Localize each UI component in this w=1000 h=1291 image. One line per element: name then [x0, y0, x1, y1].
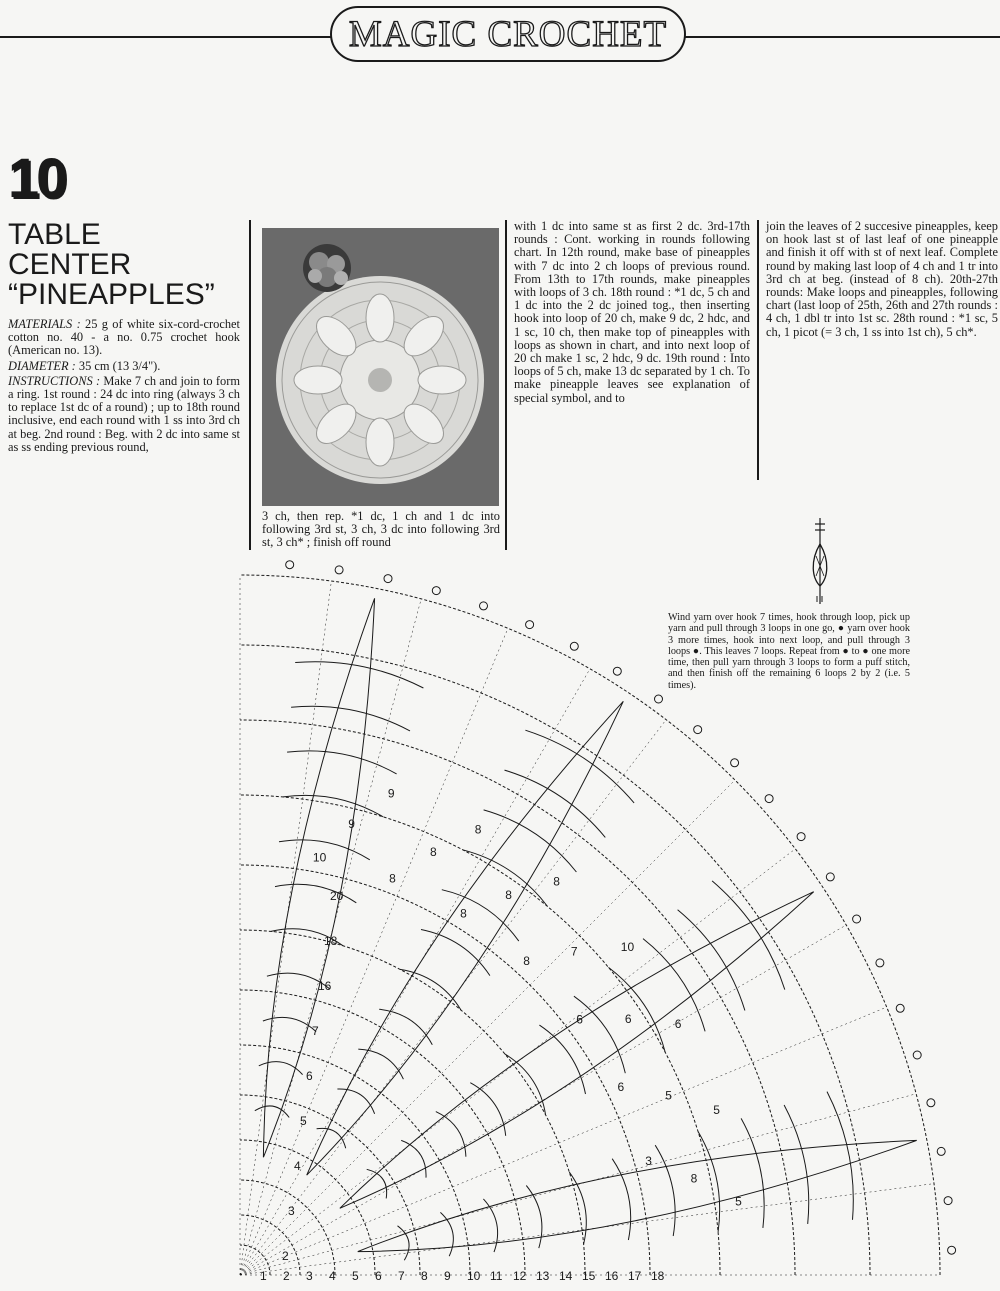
chart-picot	[913, 1051, 921, 1059]
chart-pineapple-loop	[436, 1112, 466, 1157]
materials-label: MATERIALS :	[8, 317, 81, 331]
chart-pineapple-loop	[398, 1226, 410, 1260]
chart-round-number: 2	[283, 1269, 290, 1283]
chart-round-number: 10	[467, 1269, 481, 1283]
chart-spoke	[240, 1094, 916, 1275]
chart-round-number: 3	[645, 1153, 652, 1168]
chart-round-number: 6	[306, 1069, 313, 1083]
chart-round-number: 8	[523, 953, 530, 968]
chart-pineapple-loop	[367, 1169, 387, 1198]
chart-round-number: 8	[690, 1171, 698, 1186]
column-divider	[757, 220, 759, 480]
column-divider	[249, 220, 251, 550]
chart-picot	[655, 695, 663, 703]
chart-spoke	[240, 669, 590, 1275]
chart-round-number: 14	[559, 1269, 573, 1283]
pattern-title-line: “PINEAPPLES”	[8, 278, 215, 311]
chart-picot	[570, 642, 578, 650]
chart-round-number: 7	[570, 944, 578, 959]
chart-round-number: 10	[620, 939, 635, 954]
chart-pineapple-loop	[379, 1009, 432, 1044]
chart-round-number: 16	[318, 979, 332, 993]
puff-stitch-explanation: Wind yarn over hook 7 times, hook through loop, pick up yarn and pull through 3 loops in one go, ● yarn over hook 3 more times, hook into next loop, and pull through 3 loops ●. This leaves 7 loops. Repeat from ● to ● one more time, then pull yarn through 3 loops to form a puff stitch, and then finish off the remaining 6 loops 2 by 2 (i.e. 5 times).	[668, 612, 910, 691]
chart-round-number: 8	[460, 906, 467, 921]
chart-pineapple	[263, 598, 374, 1157]
chart-round-number: 6	[674, 1017, 682, 1031]
doily-petal	[294, 366, 342, 394]
chart-picot	[432, 587, 440, 595]
chart-round-number: 9	[444, 1269, 451, 1283]
chart-pineapple-loop	[784, 1105, 809, 1224]
chart-round-number: 6	[617, 1079, 625, 1094]
chart-pineapple	[340, 892, 814, 1209]
chart-round-number: 20	[330, 889, 344, 903]
chart-round-number: 8	[389, 871, 396, 886]
instructions-continuation: 3 ch, then rep. *1 dc, 1 ch and 1 dc into following 3rd st, 3 ch, 3 dc into following 3rd st, 3 ch* ; finish off round	[262, 509, 500, 550]
chart-spoke	[240, 925, 846, 1275]
chart-round-number: 5	[713, 1102, 720, 1117]
instructions-rounds-text: with 1 dc into same st as first 2 dc. 3rd-17th rounds : Cont. working in rounds following chart. In 12th round, make base of pineapples with 7 dc into 2 ch loops of previous round. From 13th to 17th rounds, make pineapples with loops of 3 ch. 18th round : *1 dc, 5 ch and 1 dc into the 2 dc joined tog., then inserting hook into loop of 20 ch, make 9 dc, 2 hdc, and 1 sc, 10 ch, then make top of pineapples with loops as shown in chart, and into next loop of 20 ch make 1 sc, 2 hdc, 9 dc. 19th round : Into loops of 5 ch, make 13 dc separated by 1 ch. To make pineapple leaves see explanation of special symbol, and to	[514, 219, 750, 405]
chart-round-number: 3	[288, 1204, 295, 1218]
chart-picot	[826, 873, 834, 881]
column-divider	[505, 220, 507, 550]
chart-round-number: 8	[505, 888, 512, 903]
chart-round-number: 8	[421, 1269, 428, 1283]
chart-spoke	[240, 628, 508, 1275]
chart-pineapple-loop	[741, 1118, 764, 1228]
chart-round-number: 1	[260, 1269, 267, 1283]
chart-round-number: 11	[490, 1269, 503, 1283]
chart-picot	[944, 1197, 952, 1205]
chart-picot	[948, 1246, 956, 1254]
instructions-label: INSTRUCTIONS :	[8, 373, 101, 388]
chart-picot	[613, 667, 621, 675]
magazine-title: MAGIC CROCHET	[348, 13, 668, 55]
chart-picot	[853, 915, 861, 923]
chart-pineapple-loop	[291, 706, 410, 731]
chart-round-number: 5	[735, 1194, 742, 1209]
chart-picot	[765, 795, 773, 803]
chart-pineapple-loop	[827, 1092, 853, 1220]
chart-round-number: 5	[300, 1114, 307, 1128]
chart-spoke	[240, 1007, 887, 1275]
pattern-title	[8, 220, 248, 310]
chart-pineapple-loop	[358, 1049, 403, 1079]
instructions-column-2	[262, 510, 500, 552]
chart-picot	[335, 566, 343, 574]
chart-round-number: 7	[398, 1269, 405, 1283]
crochet-chart	[200, 560, 1000, 1291]
chart-pineapple-loop	[440, 1212, 453, 1256]
chart-picot	[927, 1099, 935, 1107]
doily-photo	[262, 228, 499, 506]
chart-round-number: 6	[576, 1012, 583, 1027]
header-rule-left	[0, 36, 340, 38]
chart-round-number: 9	[387, 786, 395, 801]
chart-round-number: 9	[348, 816, 355, 831]
diameter-paragraph	[8, 360, 240, 373]
chart-pineapple-loop	[401, 1140, 426, 1177]
chart-pineapple	[358, 1140, 917, 1251]
chart-pineapple-loop	[525, 730, 634, 803]
pattern-title-line: CENTER	[8, 248, 132, 281]
diameter-label: DIAMETER :	[8, 358, 76, 373]
chart-round-number: 10	[312, 850, 327, 865]
chart-pineapple-loop	[539, 1025, 585, 1094]
chart-picot	[480, 602, 488, 610]
instructions-paragraph	[8, 375, 240, 454]
chart-round-number: 13	[536, 1269, 550, 1283]
chart-pineapple-loop	[609, 967, 666, 1052]
chart-pineapple-loop	[574, 996, 625, 1073]
chart-picot	[896, 1004, 904, 1012]
chart-picot	[384, 575, 392, 583]
instructions-leaves-text: join the leaves of 2 succesive pineapples, keep on hook last st of last leaf of one pineapple and finish it off with st of next leaf. Complete round by making last loop of 4 ch and 1 tr into 3rd ch at beg. (instead of 8 ch). 20th-27th rounds: Make loops and pineapples, following chart (last loop of 25th, 26th and 27th rounds : 4 ch, 1 dbl tr into 1st sc. 28th round : *1 sc, 5 ch, 1 picot (= 3 ch, 1 ss into 1st ch), 5 ch*.	[766, 219, 998, 339]
chart-picot	[286, 561, 294, 569]
instructions-column-3	[514, 220, 750, 407]
chart-picot	[797, 833, 805, 841]
chart-pineapple-loop	[317, 1128, 346, 1148]
doily-photo-image	[262, 228, 499, 506]
chart-round-number: 8	[430, 845, 437, 860]
chart-picot	[694, 726, 702, 734]
chart-round-arc	[240, 1215, 300, 1275]
chart-round-number: 16	[605, 1269, 619, 1283]
chart-pineapple-loop	[712, 881, 785, 990]
chart-spoke	[240, 1184, 934, 1275]
header-rule-right	[680, 36, 1000, 38]
chart-picot	[526, 621, 534, 629]
instructions-column-4	[766, 220, 998, 341]
chart-pineapple-loop	[655, 1145, 675, 1236]
chart-round-number: 5	[352, 1269, 359, 1283]
diameter-text: 35 cm (13 3/4").	[75, 358, 161, 373]
chart-round-arc	[240, 575, 940, 1275]
instructions-column-1	[8, 318, 240, 456]
chart-pineapple-loop	[255, 1106, 289, 1118]
chart-round-number: 2	[282, 1249, 289, 1263]
chart-round-number: 4	[294, 1159, 301, 1173]
chart-round-number: 18	[324, 934, 338, 948]
chart-picot	[937, 1147, 945, 1155]
chart-round-number: 8	[474, 822, 482, 837]
chart-round-number: 5	[665, 1088, 672, 1103]
chart-round-number: 8	[553, 874, 560, 889]
chart-pineapple-loop	[400, 969, 461, 1010]
chart-pineapple-loop	[287, 751, 397, 774]
chart-round-number: 6	[375, 1269, 382, 1283]
chart-round-number: 3	[306, 1269, 313, 1283]
pattern-title-line: TABLE	[8, 218, 101, 251]
chart-pineapple-loop	[421, 930, 490, 976]
chart-pineapple-loop	[505, 1054, 546, 1115]
chart-pineapple-loop	[698, 1132, 719, 1232]
instructions-text: Make 7 ch and join to form a ring. 1st round : 24 dc into ring (always 3 ch to replace 1st dc of a round) ; up to 18th round inclusive, end each round with 1 ss into 3rd ch at beg. 2nd round : Beg. with 2 dc into same st as ss ending previous round,	[8, 373, 240, 454]
doily-petal	[418, 366, 466, 394]
chart-round-number: 15	[582, 1269, 596, 1283]
chart-round-number: 7	[312, 1024, 319, 1038]
chart-pineapple-loop	[295, 662, 423, 688]
doily-petal	[366, 294, 394, 342]
chart-pineapple	[307, 701, 624, 1175]
chart-pineapple-loop	[484, 810, 577, 872]
chart-round-number: 6	[624, 1012, 632, 1027]
doily-petal	[366, 418, 394, 466]
chart-picot	[876, 959, 884, 967]
pattern-number: 10	[8, 146, 65, 209]
materials-paragraph	[8, 318, 240, 358]
chart-spoke	[240, 581, 331, 1275]
chart-pineapple-loop	[259, 1062, 303, 1075]
header-badge	[330, 6, 686, 62]
chart-round-number: 12	[513, 1269, 527, 1283]
materials-text: 25 g of white six-cord-crochet cotton no. 40 - a no. 0.75 crochet hook (American no. 13).	[8, 317, 240, 358]
chart-round-arc	[240, 720, 795, 1275]
chart-round-number: 4	[329, 1269, 336, 1283]
chart-pineapple-loop	[470, 1083, 505, 1136]
chart-picot	[731, 759, 739, 767]
chart-round-number: 18	[651, 1269, 665, 1283]
chart-pineapple-loop	[337, 1089, 374, 1114]
chart-round-number: 17	[628, 1269, 642, 1283]
